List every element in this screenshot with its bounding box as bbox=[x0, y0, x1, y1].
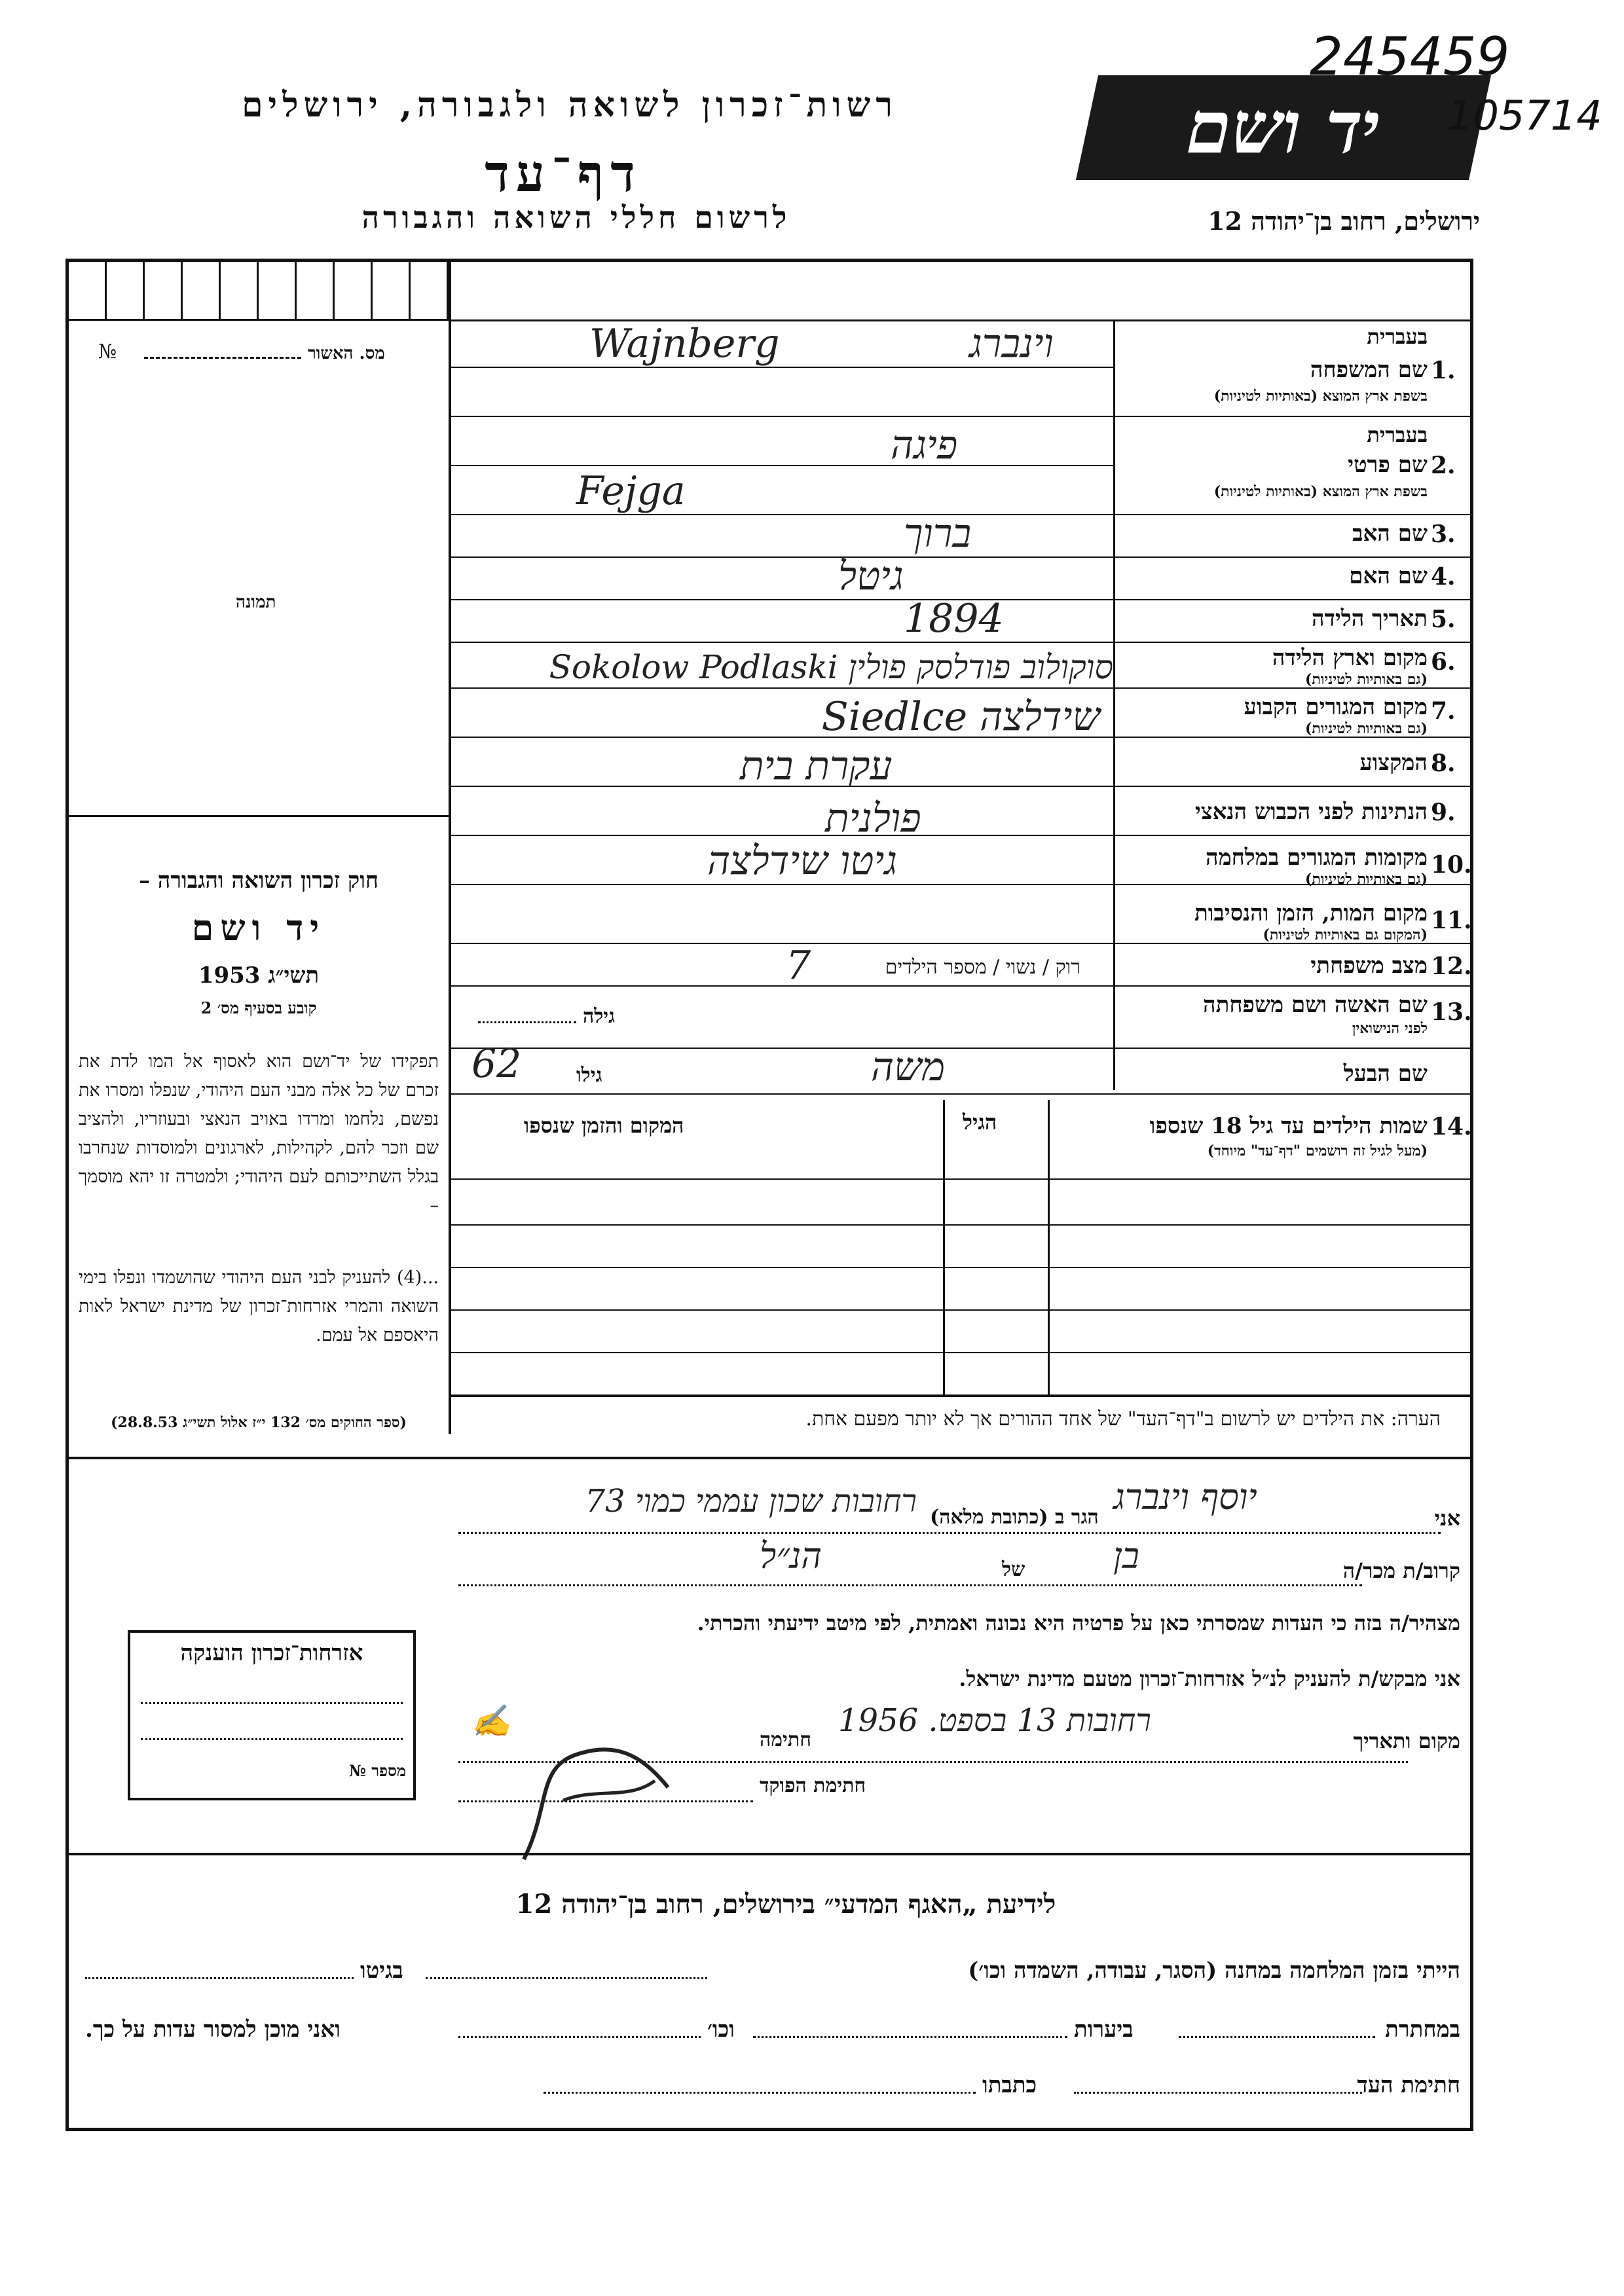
birth-place-value[interactable]: סוקולוב פודלסק פולין Sokolow Podlaski bbox=[549, 648, 1113, 686]
request-text: אני מבקש/ת להעניק לנ״ל אזרחות־זכרון מטעם מדינת ישראל. bbox=[959, 1666, 1460, 1691]
relation-value[interactable]: בן bbox=[1113, 1535, 1139, 1576]
etc-field[interactable] bbox=[458, 2036, 701, 2038]
citizenship-number-label: מספר № bbox=[348, 1761, 406, 1780]
surname-sublabel: בשפת ארץ המוצא (באותיות לטיניות) bbox=[1213, 388, 1428, 405]
wife-name-sublabel: לפני הנישואין bbox=[1352, 1020, 1428, 1037]
nationality-value[interactable]: פולנית bbox=[825, 795, 921, 841]
row-divider bbox=[451, 1309, 1473, 1311]
law-title: חוק זכרון השואה והגבורה – bbox=[138, 867, 379, 894]
field-number: 10. bbox=[1431, 851, 1472, 879]
testimony-text: ואני מוכן למסור עדות על כך. bbox=[85, 2016, 341, 2043]
row-divider bbox=[451, 1048, 1473, 1049]
column-divider bbox=[1113, 321, 1115, 1090]
row-divider bbox=[451, 835, 1473, 836]
info-title: לידיעת „האגף המדעי״ בירושלים, רחוב בן־יהודה 12 bbox=[515, 1889, 1056, 1920]
children-count-value[interactable]: 7 bbox=[786, 943, 811, 989]
nationality-label: הנתינות לפני הכבוש הנאצי bbox=[1194, 799, 1428, 825]
death-place-sublabel: (המקום גם באותיות לטיניות) bbox=[1263, 926, 1428, 943]
row-divider bbox=[451, 1352, 1473, 1353]
ghetto-field[interactable] bbox=[85, 1977, 354, 1979]
field-number: 8. bbox=[1431, 750, 1456, 777]
husband-name-label: שם הבעל bbox=[1343, 1061, 1428, 1087]
column-divider bbox=[1048, 1100, 1050, 1394]
witness-address-label: כתבתו bbox=[982, 2072, 1037, 2098]
children-age-header: הגיל bbox=[963, 1110, 997, 1135]
row-divider bbox=[69, 1853, 1473, 1855]
field-number: 9. bbox=[1431, 799, 1456, 826]
residence-value[interactable]: שידלצה Siedlce bbox=[821, 694, 1100, 740]
declarant-name-value[interactable]: יוסף וינברג bbox=[1113, 1476, 1257, 1518]
field-number: 7. bbox=[1431, 697, 1456, 725]
underground-field[interactable] bbox=[1179, 2036, 1375, 2038]
law-name: יד ושם bbox=[191, 907, 326, 949]
surname-latin-value[interactable]: Wajnberg bbox=[589, 321, 780, 367]
witness-signature-label: חתימת העד bbox=[1357, 2072, 1460, 2098]
row-divider bbox=[451, 985, 1473, 987]
address-label: הגר ב (כתובת מלאה) bbox=[930, 1506, 1099, 1529]
ghetto-label: בגיטו bbox=[360, 1958, 403, 1984]
husband-age-value[interactable]: 62 bbox=[471, 1041, 522, 1087]
wife-age-field[interactable] bbox=[478, 1021, 576, 1023]
wartime-residence-sublabel: (גם באותיות לטיניות) bbox=[1304, 871, 1428, 888]
field-number: 12. bbox=[1431, 953, 1472, 980]
row-divider bbox=[451, 416, 1473, 417]
wife-age-label: גילה bbox=[583, 1005, 616, 1028]
row-divider bbox=[451, 1093, 1473, 1095]
org-title: רשות־זכרון לשואה ולגבורה, ירושלים bbox=[242, 85, 898, 125]
relation-label: קרוב/ת מכר/ה bbox=[1342, 1558, 1460, 1583]
children-place-header: המקום והזמן שנספו bbox=[524, 1113, 684, 1138]
first-name-label: שם פרטי bbox=[1348, 452, 1428, 478]
of-value[interactable]: הנ״ל bbox=[760, 1535, 822, 1576]
forests-label: ביערות bbox=[1074, 2016, 1134, 2043]
statement-text: מצהיר/ה בזה כי העדות שמסרתי כאן על פרטיה היא נכונה ואמתית, לפי מיטב ידיעתי והכרתי. bbox=[697, 1611, 1460, 1635]
relation-line bbox=[458, 1584, 1362, 1586]
witness-address-field[interactable] bbox=[544, 2092, 976, 2094]
place-date-value[interactable]: רחובות 13 בספט. 1956 bbox=[838, 1702, 1151, 1739]
row-divider bbox=[451, 1394, 1473, 1397]
field-number: 14. bbox=[1431, 1113, 1472, 1140]
form-title: דף־עד bbox=[485, 144, 642, 204]
field-number: 2. bbox=[1431, 452, 1456, 479]
row-divider bbox=[69, 815, 449, 817]
citizenship-line bbox=[141, 1702, 403, 1704]
archive-number: 245459 bbox=[1310, 26, 1510, 87]
field-number: 13. bbox=[1431, 998, 1472, 1026]
address-value[interactable]: רחובות שכון עממי כמוי 73 bbox=[585, 1483, 917, 1520]
declarant-label: אני bbox=[1434, 1506, 1460, 1531]
law-text: ...(4) להעניק לבני העם היהודי שהושמדו ונפלו בימי השואה והמרי אזרחות־זכרון של מדינת ישראל לאות היאספם אל עמם. bbox=[79, 1267, 439, 1345]
signature-value[interactable]: ✍ bbox=[471, 1703, 511, 1740]
wartime-residence-label: מקומות המגורים במלחמה bbox=[1205, 845, 1428, 871]
children-sublabel: (מעל לגיל זה רושמים "דף־עד" מיוחד) bbox=[1207, 1142, 1428, 1159]
field-number: 1. bbox=[1431, 357, 1456, 384]
row-divider bbox=[451, 786, 1473, 787]
first-name-latin-value[interactable]: Fejga bbox=[576, 468, 686, 514]
row-divider bbox=[69, 1457, 1473, 1459]
license-no-prefix: № bbox=[98, 340, 117, 363]
row-divider bbox=[451, 1224, 1473, 1226]
column-divider bbox=[449, 262, 451, 1434]
column-divider bbox=[943, 1100, 945, 1394]
birth-date-value[interactable]: 1894 bbox=[904, 596, 1004, 642]
signature-scribble bbox=[498, 1728, 694, 1872]
death-place-label: מקום המות, הזמן והנסיבות bbox=[1194, 900, 1428, 926]
place-date-label: מקום ותאריך bbox=[1353, 1728, 1460, 1753]
note-text: הערה: את הילדים יש לרשום ב"דף־העד" של אחד ההורים אך לא יותר מפעם אחת. bbox=[805, 1408, 1441, 1430]
surname-label: שם המשפחה bbox=[1310, 357, 1428, 383]
husband-name-value[interactable]: משה bbox=[871, 1044, 946, 1090]
camp-field[interactable] bbox=[426, 1977, 707, 1979]
husband-age-label: גילו bbox=[576, 1064, 602, 1087]
occupation-label: המקצוע bbox=[1359, 750, 1428, 776]
row-divider bbox=[451, 1267, 1473, 1268]
underground-label: במחתרת bbox=[1385, 2016, 1460, 2043]
photo-label: תמונה bbox=[236, 592, 276, 612]
field-number: 5. bbox=[1431, 606, 1456, 633]
commander-label: חתימת הפוקד bbox=[760, 1774, 866, 1797]
wartime-residence-value[interactable]: גיטו שידלצה bbox=[707, 838, 898, 884]
children-label: שמות הילדים עד גיל 18 שנספו bbox=[1149, 1113, 1428, 1139]
row-divider bbox=[451, 642, 1473, 643]
father-name-label: שם האב bbox=[1352, 520, 1428, 547]
forests-field[interactable] bbox=[753, 2036, 1067, 2038]
row-divider bbox=[451, 367, 1113, 368]
stamp-strip bbox=[69, 262, 449, 321]
signature-label: חתימה bbox=[760, 1728, 811, 1751]
surname-hebrew-value[interactable]: וינברג bbox=[969, 321, 1054, 367]
field-number: 11. bbox=[1431, 907, 1472, 934]
etc-label: וכו׳ bbox=[707, 2016, 735, 2043]
form-subtitle: לרשום חללי השואה והגבורה bbox=[361, 200, 791, 235]
citizenship-line bbox=[141, 1738, 403, 1740]
hebrew-tag: בעברית bbox=[1367, 422, 1428, 447]
row-divider bbox=[451, 556, 1473, 558]
residence-sublabel: (גם באותיות לטיניות) bbox=[1304, 720, 1428, 737]
law-source: (ספר החוקים מס׳ 132 י״ז אלול תשי״ג 28.8.53) bbox=[111, 1414, 407, 1431]
camp-text: הייתי בזמן המלחמה במחנה (הסגר, עבודה, השמדה וכו׳) bbox=[968, 1958, 1460, 1984]
yad-vashem-logo: יד ושם bbox=[1076, 75, 1491, 180]
birth-place-sublabel: (גם באותיות לטיניות) bbox=[1304, 671, 1428, 688]
field-number: 3. bbox=[1431, 520, 1456, 548]
residence-label: מקום המגורים הקבוע bbox=[1244, 694, 1428, 720]
field-number: 4. bbox=[1431, 563, 1456, 591]
mother-name-label: שם האם bbox=[1349, 563, 1428, 589]
hebrew-tag: בעברית bbox=[1367, 324, 1428, 349]
marital-status-options: רוק / נשוי / מספר הילדים bbox=[885, 956, 1080, 979]
father-name-value[interactable]: ברוך bbox=[904, 511, 972, 556]
license-label: מס. האשור bbox=[308, 344, 385, 363]
law-text: תפקידו של יד־ושם הוא לאסוף אל המו לדת את זכרם של כל אלה מבני העם היהודי, שנפלו ומסרו את נפשם, נלחמו ומרדו באויב הנאצי ובעוזריו, ולהציב שם וזכר להם, לקהילות, לארגונים ולמוסדות שנחרבו בגלל השתייכותם לעם היהודי; ולמטרה זו יהא מוסמך – bbox=[79, 1051, 439, 1216]
law-year: תשי״ג 1953 bbox=[198, 962, 320, 989]
archive-number-secondary: 105714 bbox=[1447, 92, 1602, 139]
first-name-hebrew-value[interactable]: פיגה bbox=[891, 422, 958, 468]
license-field[interactable] bbox=[144, 357, 301, 359]
birth-place-label: מקום וארץ הלידה bbox=[1272, 645, 1428, 671]
birth-date-label: תאריך הלידה bbox=[1311, 606, 1428, 632]
row-divider bbox=[451, 1178, 1473, 1180]
mother-name-value[interactable]: גיטל bbox=[838, 553, 904, 599]
address-line bbox=[458, 1532, 1441, 1534]
first-name-sublabel: בשפת ארץ המוצא (באותיות לטיניות) bbox=[1213, 483, 1428, 500]
field-number: 6. bbox=[1431, 648, 1456, 676]
occupation-value[interactable]: עקרת בית bbox=[740, 743, 893, 789]
citizenship-box-title: אזרחות־זכרון הוענקה bbox=[180, 1640, 363, 1666]
law-clause: קובע בסעיף מס׳ 2 bbox=[200, 998, 317, 1017]
marital-status-label: מצב משפחתי bbox=[1310, 953, 1428, 979]
witness-signature-field[interactable] bbox=[1074, 2092, 1362, 2094]
logo-address: ירושלים, רחוב בן־יהודה 12 bbox=[1208, 206, 1480, 236]
wife-name-label: שם האשה ושם משפחתה bbox=[1203, 992, 1428, 1018]
row-divider bbox=[451, 465, 1113, 466]
of-label: של bbox=[1002, 1558, 1025, 1581]
